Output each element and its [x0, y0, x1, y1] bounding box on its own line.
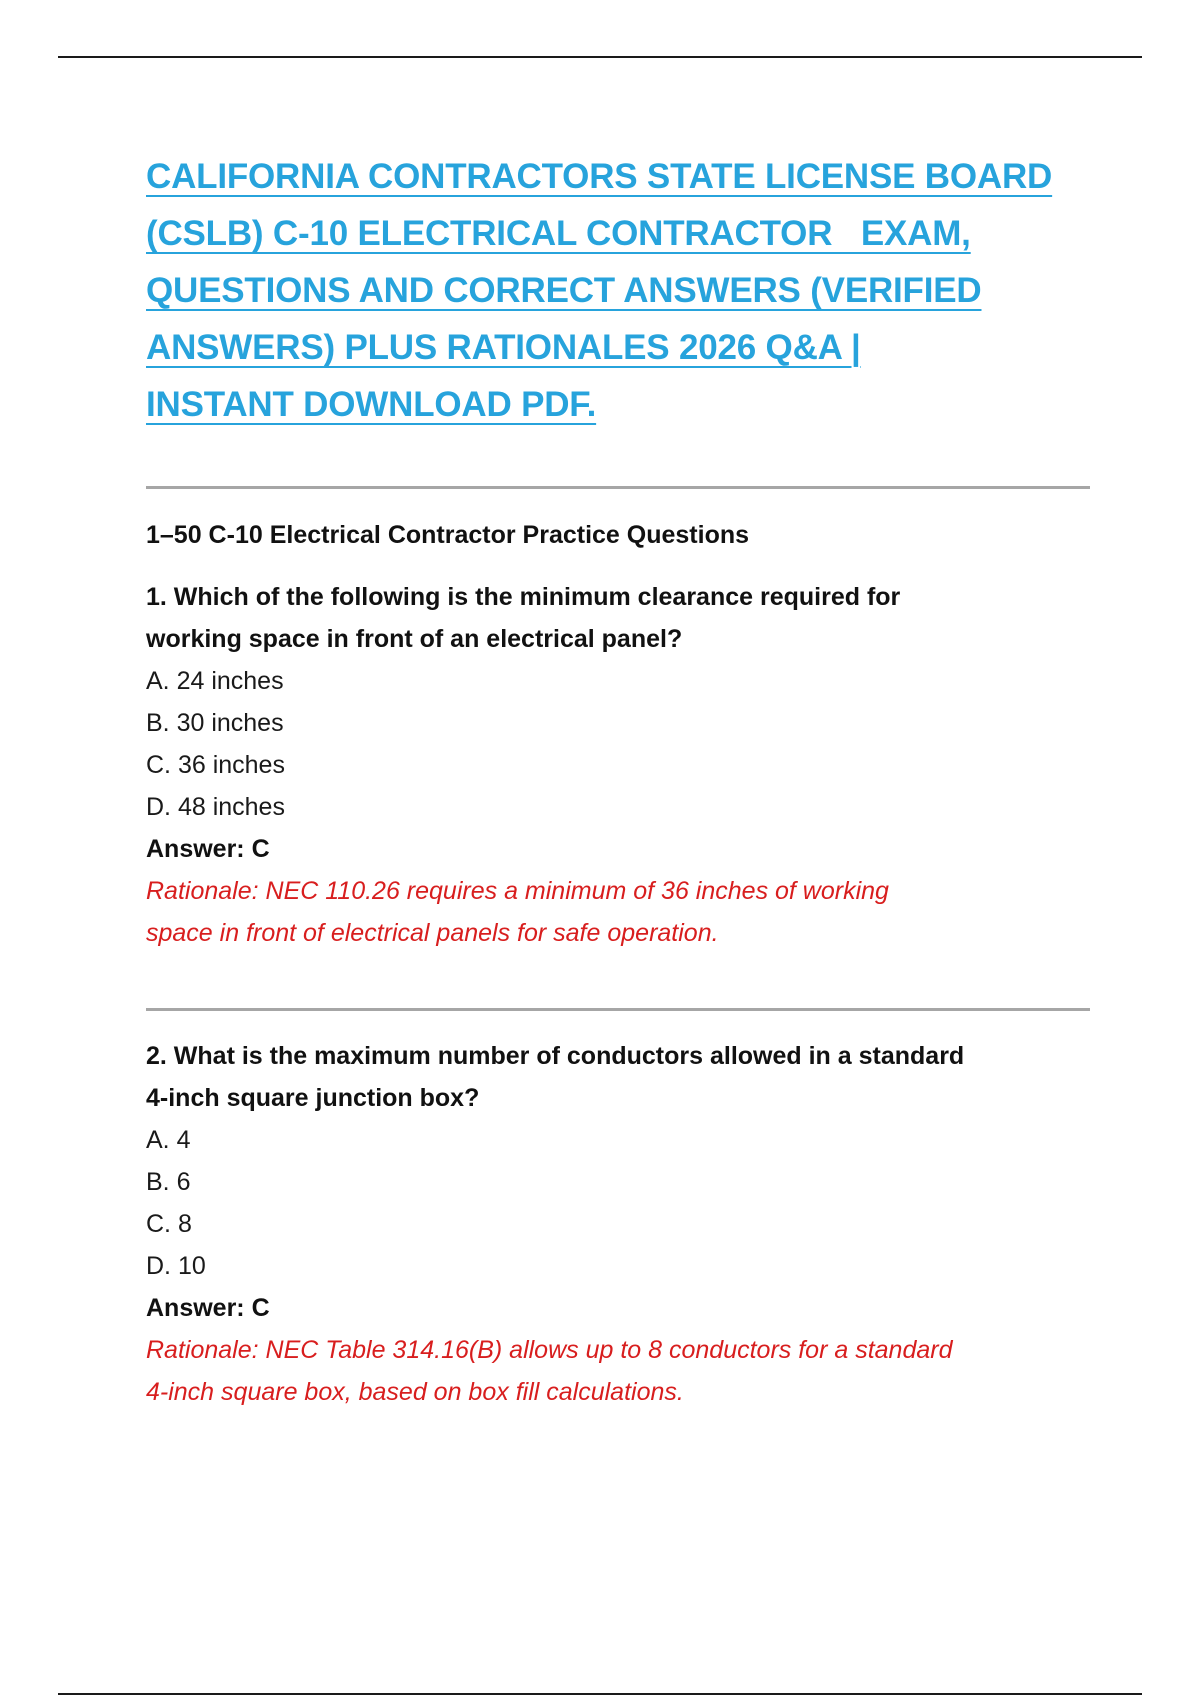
question-line: 2. What is the maximum number of conductors allowed in a standard	[146, 1042, 965, 1070]
question-line: working space in front of an electrical panel?	[146, 625, 683, 653]
section-divider	[146, 486, 1090, 489]
rationale-line: space in front of electrical panels for safe operation.	[146, 919, 719, 947]
question-line: 4-inch square junction box?	[146, 1084, 480, 1112]
question-text	[146, 1035, 1090, 1119]
document-body	[146, 148, 1090, 1413]
correct-answer: Answer: C	[146, 1294, 270, 1322]
option-c: C. 8	[146, 1210, 192, 1238]
question-1	[146, 576, 1090, 954]
question-text	[146, 576, 1090, 660]
question-divider	[146, 1008, 1090, 1011]
option-c: C. 36 inches	[146, 751, 285, 779]
option-b: B. 6	[146, 1168, 191, 1196]
title-line-3[interactable]: QUESTIONS AND CORRECT ANSWERS (VERIFIED	[146, 271, 982, 310]
title-line-2[interactable]: (CSLB) C-10 ELECTRICAL CONTRACTOR EXAM,	[146, 214, 971, 253]
title-line-4[interactable]: ANSWERS) PLUS RATIONALES 2026 Q&A |	[146, 328, 861, 367]
option-a: A. 4	[146, 1126, 191, 1154]
correct-answer: Answer: C	[146, 835, 270, 863]
rationale	[146, 870, 1090, 954]
title-line-5[interactable]: INSTANT DOWNLOAD PDF.	[146, 385, 597, 424]
rationale-line: Rationale: NEC Table 314.16(B) allows up to 8 conductors for a standard	[146, 1336, 953, 1364]
answer-options	[146, 660, 1090, 828]
section-heading: 1–50 C-10 Electrical Contractor Practice Questions	[146, 521, 750, 549]
option-d: D. 10	[146, 1252, 206, 1280]
rationale-line: 4-inch square box, based on box fill calculations.	[146, 1378, 684, 1406]
option-b: B. 30 inches	[146, 709, 284, 737]
title-line-1[interactable]: CALIFORNIA CONTRACTORS STATE LICENSE BOARD	[146, 157, 1053, 196]
question-line: 1. Which of the following is the minimum clearance required for	[146, 583, 901, 611]
answer-options	[146, 1119, 1090, 1287]
top-page-rule	[58, 56, 1142, 58]
bottom-page-rule	[58, 1693, 1142, 1695]
option-d: D. 48 inches	[146, 793, 285, 821]
rationale	[146, 1329, 1090, 1413]
document-title[interactable]	[146, 148, 1090, 433]
option-a: A. 24 inches	[146, 667, 284, 695]
question-2	[146, 1035, 1090, 1413]
rationale-line: Rationale: NEC 110.26 requires a minimum of 36 inches of working	[146, 877, 889, 905]
